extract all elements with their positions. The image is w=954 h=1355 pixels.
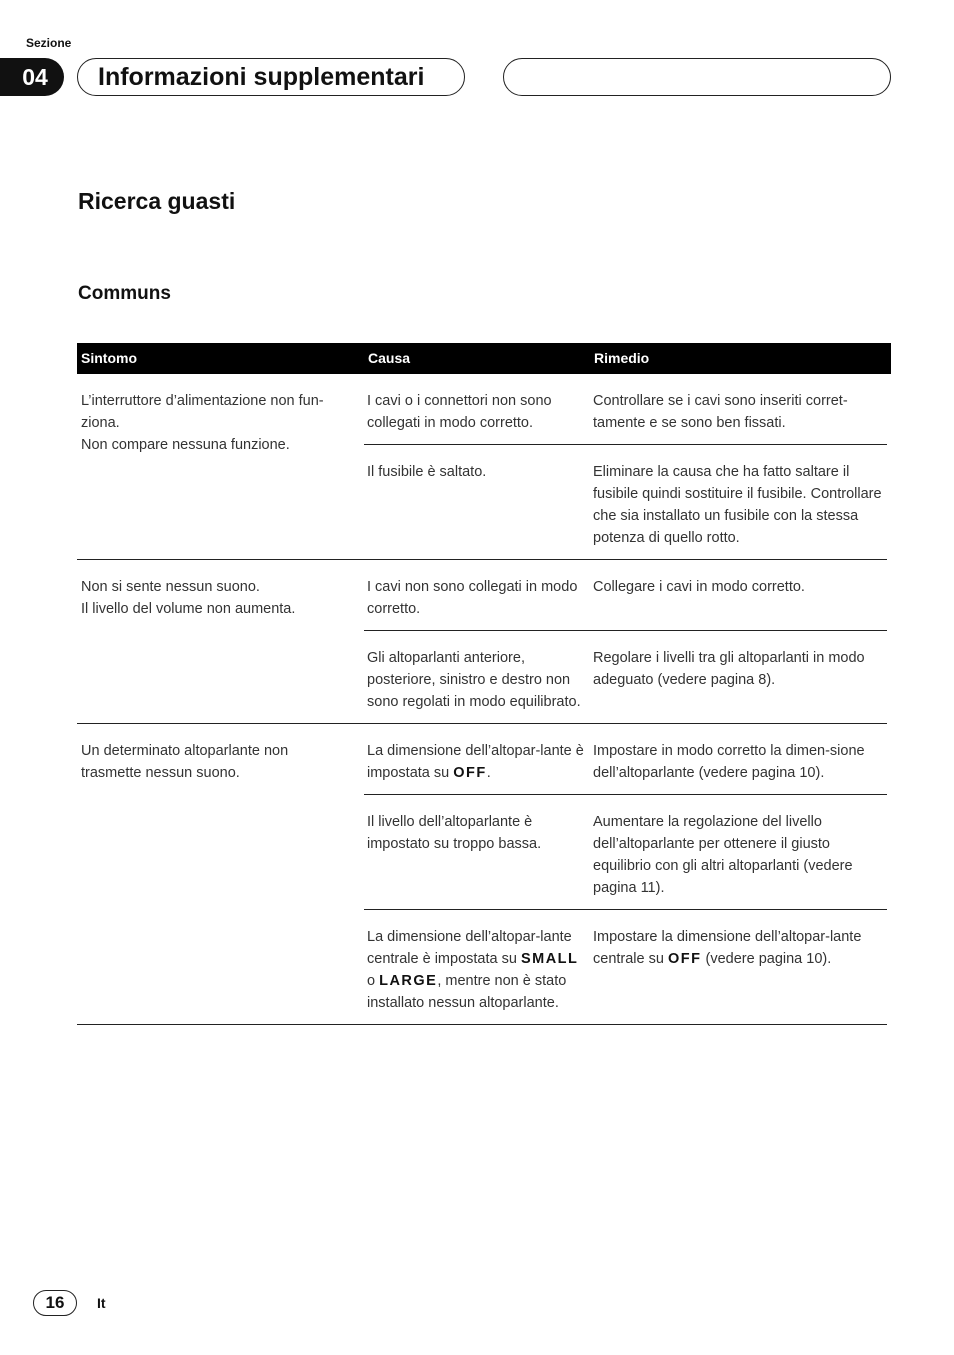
symptom-line: Non compare nessuna funzione. [81, 437, 290, 453]
header-empty-box [503, 58, 891, 96]
column-header-causa: Causa [368, 350, 411, 366]
page-subheading: Communs [78, 283, 171, 304]
page-heading: Ricerca guasti [78, 188, 236, 214]
table-group [77, 374, 887, 560]
cause-cell [364, 926, 590, 1014]
remedy-cell: Eliminare la causa che ha fatto saltare il fusibile quindi sostituire il fusibile. Controllare che sia installato un fusibile con la stessa potenza di quello rotto. [593, 464, 882, 546]
cause-text: La dimensione dell’altopar-lante centrale è impostata su [367, 929, 572, 967]
remedy-cell: Aumentare la regolazione del livello dell’altoparlante per ottenere il giusto equilibrio con gli altri altoparlanti (vedere pagina 11). [593, 814, 853, 896]
table-header [77, 343, 891, 374]
setting-keyword: OFF [667, 951, 702, 967]
section-title: Informazioni supplementari [77, 58, 465, 96]
column-header-rimedio: Rimedio [594, 350, 650, 366]
page-number: 16 [33, 1290, 77, 1316]
column-header-sintomo: Sintomo [81, 350, 137, 366]
table-row [364, 374, 887, 445]
cause-remedy-list [364, 374, 887, 559]
symptom-line: L’interruttore d’alimentazione non fun- [81, 393, 324, 409]
remedy-cell: Collegare i cavi in modo corretto. [593, 579, 805, 595]
cause-cell [364, 740, 590, 784]
remedy-cell: Controllare se i cavi sono inseriti corret-tamente e se sono ben fissati. [593, 393, 848, 431]
cause-cell: Il livello dell’altoparlante è impostato su troppo bassa. [367, 814, 542, 852]
cause-cell: Il fusibile è saltato. [367, 464, 487, 480]
symptom-line: ziona. [81, 415, 120, 431]
remedy-text: Impostare la dimensione dell’altopar-lante centrale su [593, 929, 862, 967]
table-row [364, 445, 887, 559]
remedy-cell: Impostare in modo corretto la dimen-sione dell’altoparlante (vedere pagina 10). [593, 743, 865, 781]
symptom-line: trasmette nessun suono. [81, 765, 240, 781]
troubleshooting-table [77, 343, 891, 1025]
section-number-badge: 04 [0, 58, 64, 96]
symptom-line: Non si sente nessun suono. [81, 579, 260, 595]
setting-keyword: LARGE [379, 973, 438, 989]
table-row [364, 724, 887, 795]
cause-cell: Gli altoparlanti anteriore, posteriore, sinistro e destro non sono regolati in modo equilibrato. [367, 650, 581, 710]
cause-cell: I cavi non sono collegati in modo corretto. [367, 579, 578, 617]
symptom-cell [81, 560, 356, 620]
cause-text: , mentre non è stato installato nessun altoparlante. [367, 973, 567, 1011]
table-row [364, 795, 887, 910]
table-group [77, 560, 887, 724]
symptom-cell [81, 374, 356, 456]
remedy-cell: Regolare i livelli tra gli altoparlanti in modo adeguato (vedere pagina 8). [593, 650, 865, 688]
symptom-line: Un determinato altoparlante non [81, 743, 289, 759]
cause-text: o [367, 973, 380, 989]
cause-remedy-list [364, 724, 887, 1024]
remedy-cell [590, 926, 886, 1014]
cause-text: La dimensione dell’altopar-lante è impostata su [367, 743, 584, 781]
symptom-cell [81, 724, 356, 784]
setting-keyword: SMALL [520, 951, 579, 967]
cause-remedy-list [364, 560, 887, 723]
cause-cell: I cavi o i connettori non sono collegati in modo corretto. [367, 393, 552, 431]
table-row [364, 560, 887, 631]
symptom-line: Il livello del volume non aumenta. [81, 601, 296, 617]
table-row [364, 910, 887, 1024]
table-row [364, 631, 887, 723]
table-group [77, 724, 887, 1025]
cause-text: . [486, 765, 491, 781]
section-label: Sezione [26, 36, 72, 50]
language-code: It [97, 1295, 106, 1311]
setting-keyword: OFF [453, 765, 487, 781]
remedy-text: (vedere pagina 10). [701, 951, 832, 967]
